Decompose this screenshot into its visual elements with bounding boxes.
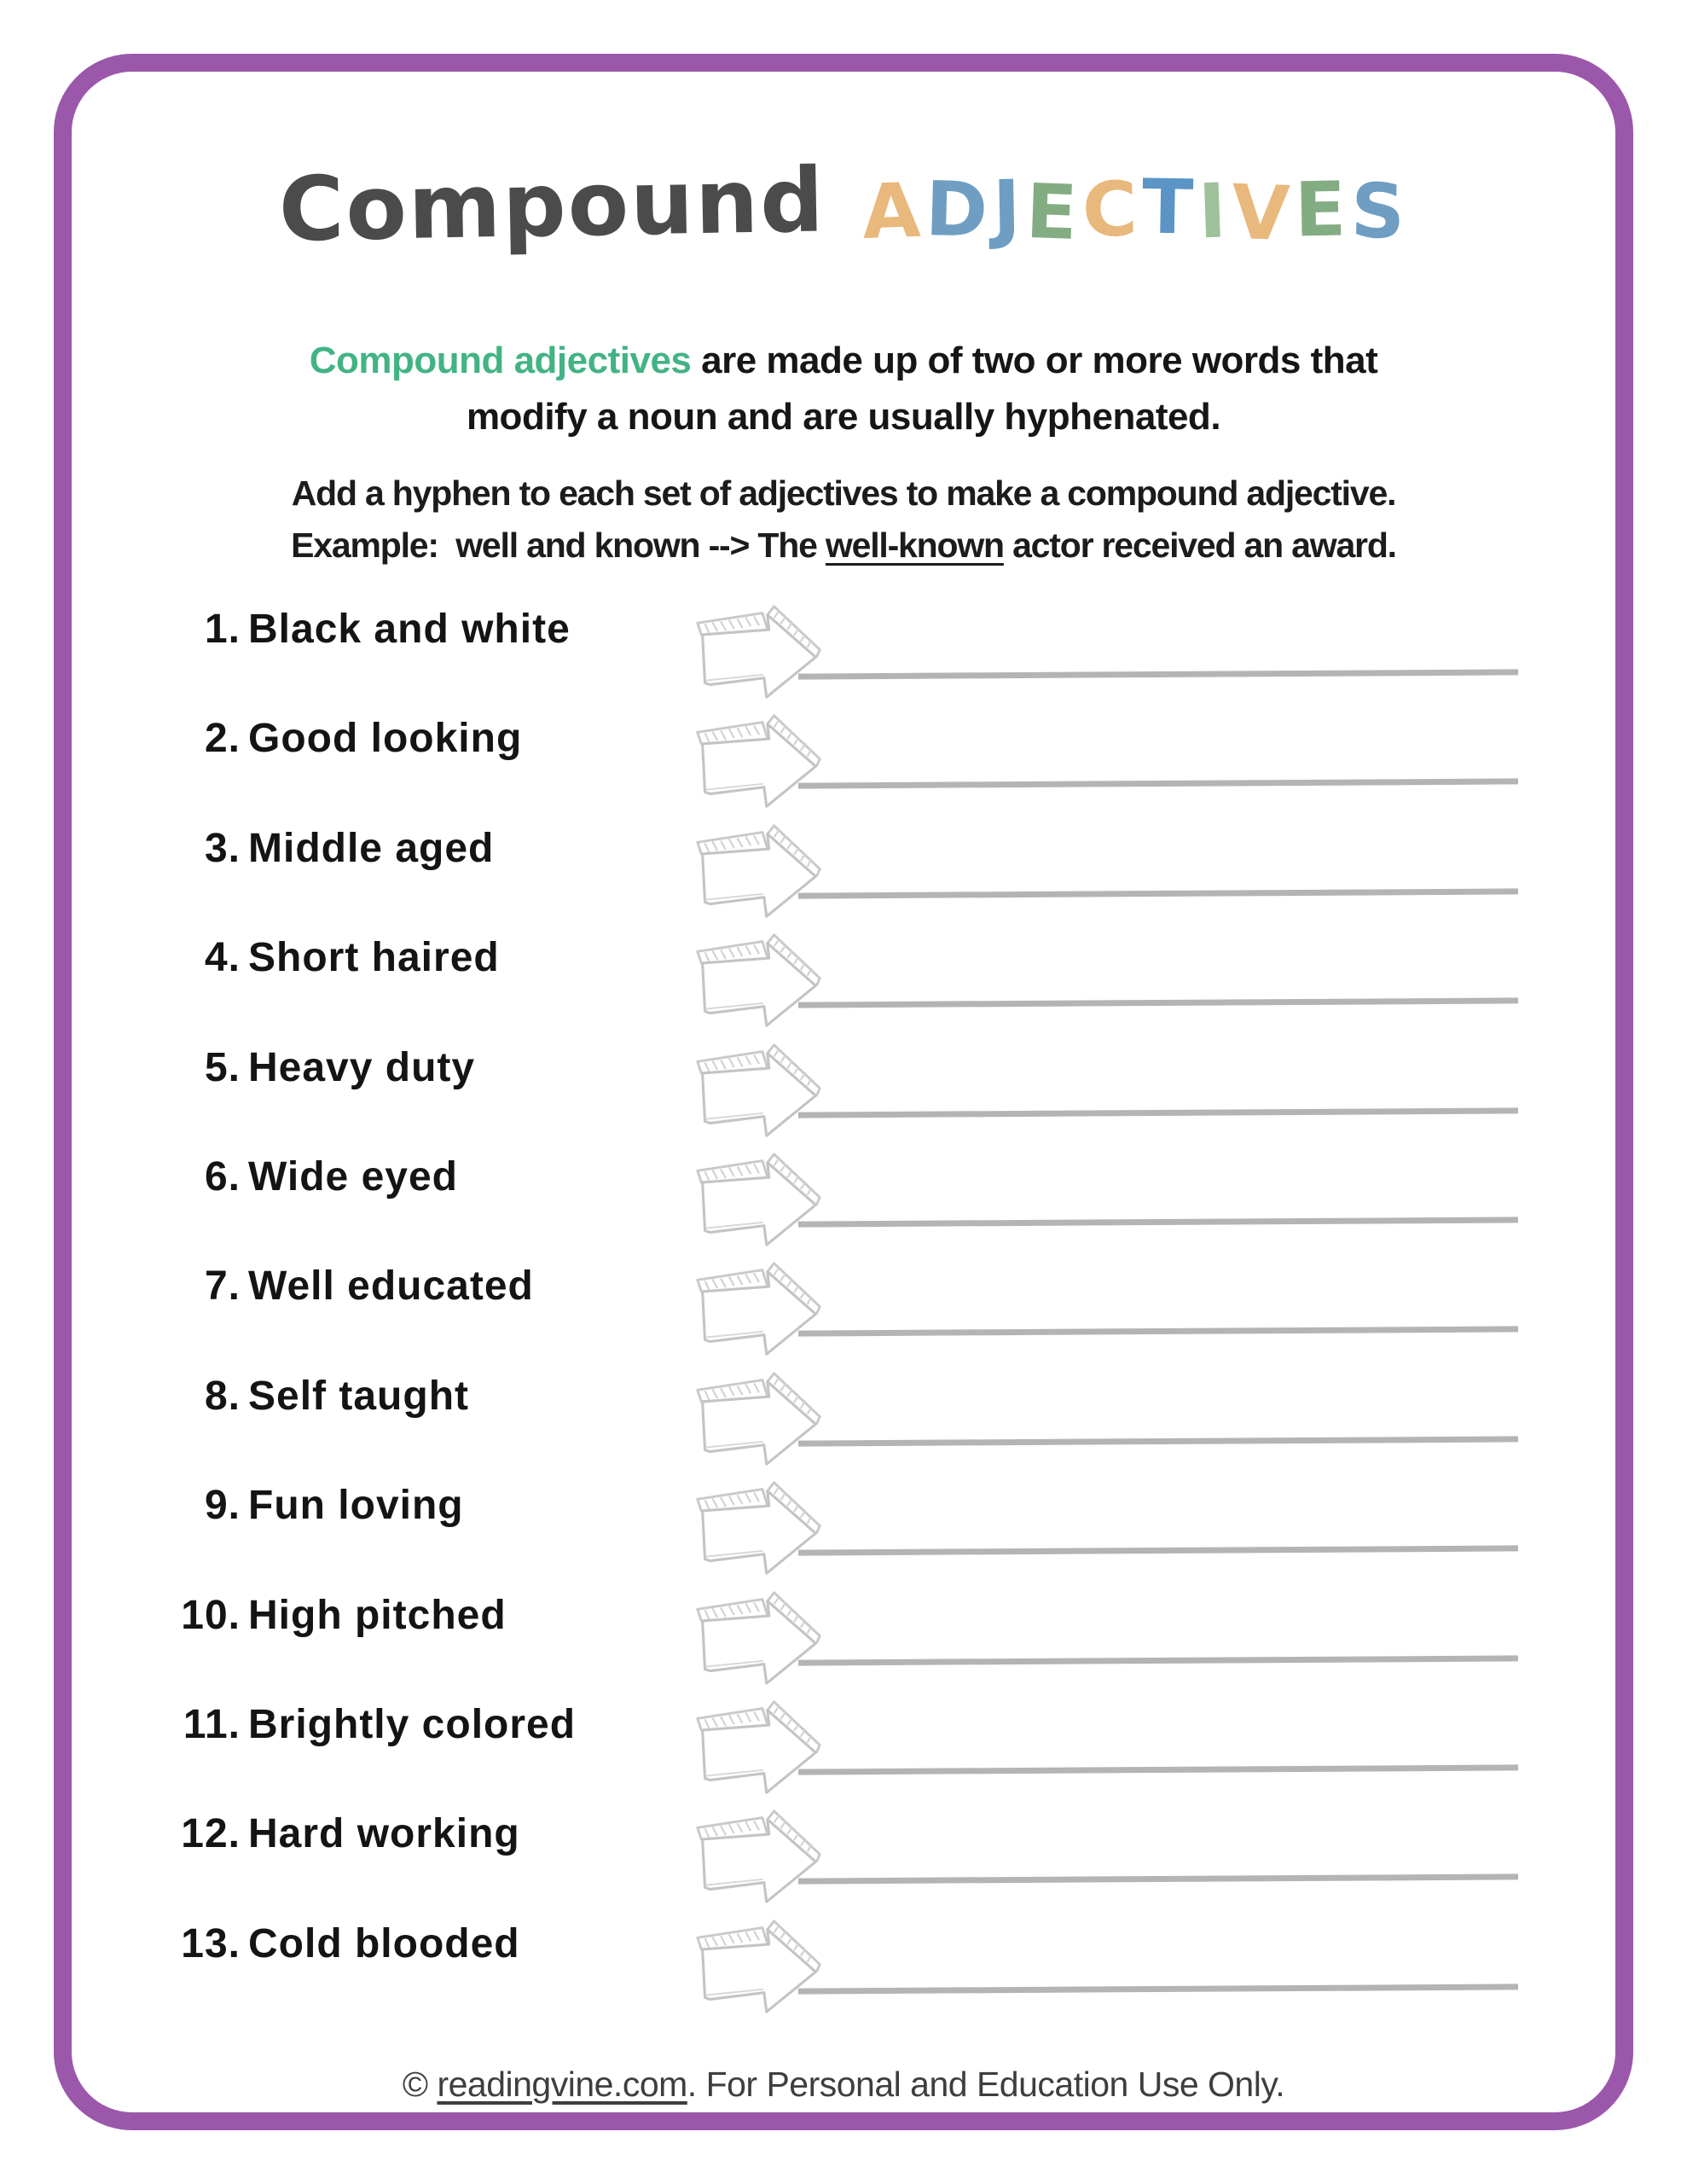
answer-line[interactable] [798, 1327, 1518, 1337]
item-label: Heavy duty [248, 1044, 476, 1090]
sketch-arrow-right-icon [687, 599, 831, 703]
title-letter: E [1023, 166, 1079, 258]
sketch-arrow-right-icon [687, 818, 831, 922]
title-letter: I [1197, 166, 1229, 256]
title-letter: C [1081, 165, 1139, 254]
answer-line[interactable] [798, 998, 1518, 1008]
item-number: 11. [183, 1701, 241, 1747]
adjective-list [0, 587, 1687, 2011]
instructions-line1: Add a hyphen to each set of adjectives to make a compound adjective. [291, 473, 1396, 513]
item-number: 3. [204, 825, 241, 871]
item-number: 6. [204, 1153, 241, 1199]
item-label: High pitched [248, 1592, 507, 1638]
item-label: Wide eyed [248, 1153, 458, 1199]
list-item [0, 1463, 1687, 1572]
sketch-arrow-right-icon [687, 1694, 831, 1798]
list-item [0, 1902, 1687, 2011]
item-number: 5. [204, 1044, 241, 1090]
title-letter: E [1294, 165, 1348, 254]
sketch-arrow-right-icon [687, 1037, 831, 1141]
item-number: 4. [204, 935, 241, 981]
instructions-line2 [0, 520, 1687, 572]
intro-line2: modify a noun and are usually hyphenated. [466, 396, 1221, 438]
answer-line[interactable] [798, 1874, 1518, 1885]
item-number: 10. [181, 1592, 241, 1638]
list-item [0, 1135, 1687, 1244]
example-suffix: actor received an award. [1003, 526, 1396, 565]
title-letter: J [991, 163, 1022, 253]
example-prefix: Example: well and known --> The [291, 526, 826, 565]
item-label: Middle aged [248, 825, 495, 871]
title-letter: A [861, 166, 922, 257]
sketch-arrow-right-icon [687, 1256, 831, 1360]
item-number: 13. [181, 1920, 241, 1966]
list-item [0, 1354, 1687, 1463]
list-item [0, 1244, 1687, 1353]
sketch-arrow-right-icon [687, 927, 831, 1031]
sketch-arrow-right-icon [687, 1366, 831, 1470]
item-label: Good looking [248, 716, 523, 762]
intro-highlight: Compound adjectives [309, 340, 692, 381]
answer-line[interactable] [798, 1107, 1518, 1118]
footer-link[interactable]: readingvine.com [437, 2065, 687, 2104]
item-number: 2. [204, 716, 241, 762]
item-label: Brightly colored [248, 1701, 577, 1747]
footer-suffix: . For Personal and Education Use Only. [687, 2065, 1285, 2104]
answer-line[interactable] [798, 1984, 1518, 1994]
item-label: Well educated [248, 1263, 534, 1310]
answer-line[interactable] [798, 1546, 1518, 1556]
item-label: Hard working [248, 1811, 520, 1857]
title-letter: V [1230, 167, 1291, 258]
answer-line[interactable] [798, 1655, 1518, 1665]
page-title [0, 148, 1687, 262]
answer-line[interactable] [798, 1764, 1518, 1774]
instructions-text [0, 468, 1687, 572]
item-number: 9. [204, 1483, 241, 1529]
answer-line[interactable] [798, 779, 1518, 789]
title-letter: S [1350, 166, 1407, 256]
list-item [0, 1682, 1687, 1792]
list-item [0, 587, 1687, 696]
sketch-arrow-right-icon [687, 1804, 831, 1908]
footer-text [0, 2065, 1687, 2105]
sketch-arrow-right-icon [687, 1475, 831, 1579]
list-item [0, 806, 1687, 915]
intro-text [0, 333, 1687, 445]
list-item [0, 1573, 1687, 1682]
item-number: 12. [181, 1811, 241, 1857]
answer-line[interactable] [798, 669, 1518, 679]
title-letter: D [924, 165, 989, 254]
item-number: 7. [204, 1263, 241, 1310]
item-number: 8. [204, 1373, 241, 1419]
item-label: Black and white [248, 607, 571, 652]
item-number: 1. [204, 607, 241, 652]
list-item [0, 696, 1687, 805]
sketch-arrow-right-icon [687, 708, 831, 812]
item-label: Self taught [248, 1373, 469, 1419]
list-item [0, 1025, 1687, 1135]
item-label: Short haired [248, 935, 500, 981]
sketch-arrow-right-icon [687, 1585, 831, 1689]
title-letter: T [1141, 162, 1195, 252]
item-label: Fun loving [248, 1483, 464, 1529]
title-word-compound: Compound [278, 148, 826, 262]
answer-line[interactable] [798, 1436, 1518, 1446]
item-label: Cold blooded [248, 1920, 520, 1966]
answer-line[interactable] [798, 1217, 1518, 1227]
list-item [0, 1792, 1687, 1901]
list-item [0, 915, 1687, 1025]
sketch-arrow-right-icon [687, 1147, 831, 1251]
sketch-arrow-right-icon [687, 1914, 831, 2018]
example-hyphenated-word: well-known [825, 526, 1004, 565]
copyright-symbol: © [402, 2065, 438, 2104]
title-word-adjectives [860, 162, 1408, 258]
answer-line[interactable] [798, 888, 1518, 898]
intro-line1 [0, 333, 1687, 389]
intro-line1-rest: are made up of two or more words that [691, 340, 1378, 381]
